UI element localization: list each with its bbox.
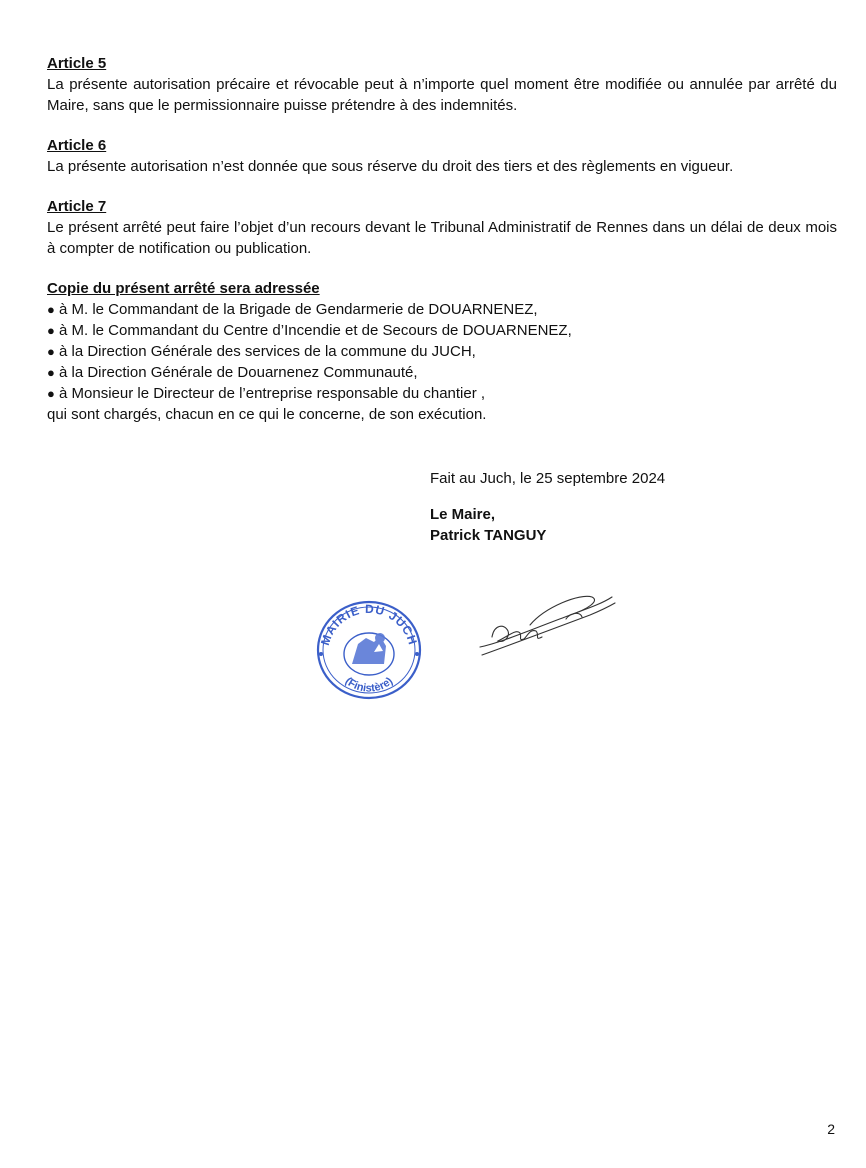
signature-icon (470, 585, 620, 665)
list-item: ● à la Direction Générale des services de la commune du JUCH, (47, 343, 476, 360)
list-item: ● à M. le Commandant du Centre d’Incendie et de Secours de DOUARNENEZ, (47, 322, 572, 339)
svg-text:(Finistère): (Finistère) (342, 675, 396, 695)
closing-line: qui sont chargés, chacun en ce qui le concerne, de son exécution. (47, 406, 487, 423)
place-date: Fait au Juch, le 25 septembre 2024 (430, 470, 666, 487)
article-6 (47, 136, 837, 177)
article-heading: Article 5 (47, 55, 107, 72)
article-7 (47, 197, 837, 259)
list-item: ● à M. le Commandant de la Brigade de Gendarmerie de DOUARNENEZ, (47, 301, 538, 318)
page-number: 2 (827, 1121, 835, 1137)
signature-block (430, 468, 830, 546)
list-item: ● à Monsieur le Directeur de l’entreprise responsable du chantier , (47, 385, 486, 402)
article-text: La présente autorisation précaire et révocable peut à n’importe quel moment être modifiée ou annulée par arrêté du Maire, sans que le permissionnaire puisse prétendre à des indemnités. (47, 76, 837, 114)
article-text: Le présent arrêté peut faire l’objet d’un recours devant le Tribunal Administratif de Rennes dans un délai de deux mois à compter de notification ou publication. (47, 219, 837, 257)
bullet-icon: ● (47, 323, 55, 338)
bullet-icon: ● (47, 386, 55, 401)
article-heading: Article 6 (47, 137, 107, 154)
bullet-icon: ● (47, 344, 55, 359)
mayor-name: Patrick TANGUY (430, 527, 547, 544)
document-body (47, 54, 837, 425)
bullet-icon: ● (47, 365, 55, 380)
copy-recipients-section (47, 279, 837, 425)
article-heading: Article 7 (47, 198, 107, 215)
mayor-title: Le Maire, (430, 506, 496, 523)
recipient-list (47, 299, 837, 404)
article-5 (47, 54, 837, 116)
list-item: ● à la Direction Générale de Douarnenez Communauté, (47, 364, 418, 381)
copy-heading: Copie du présent arrêté sera adressée (47, 280, 320, 297)
town-hall-stamp-icon (314, 598, 424, 702)
bullet-icon: ● (47, 302, 55, 317)
article-text: La présente autorisation n’est donnée que sous réserve du droit des tiers et des règlements en vigueur. (47, 158, 734, 175)
svg-text:MAIRIE DU JUCH: MAIRIE DU JUCH (317, 601, 420, 648)
